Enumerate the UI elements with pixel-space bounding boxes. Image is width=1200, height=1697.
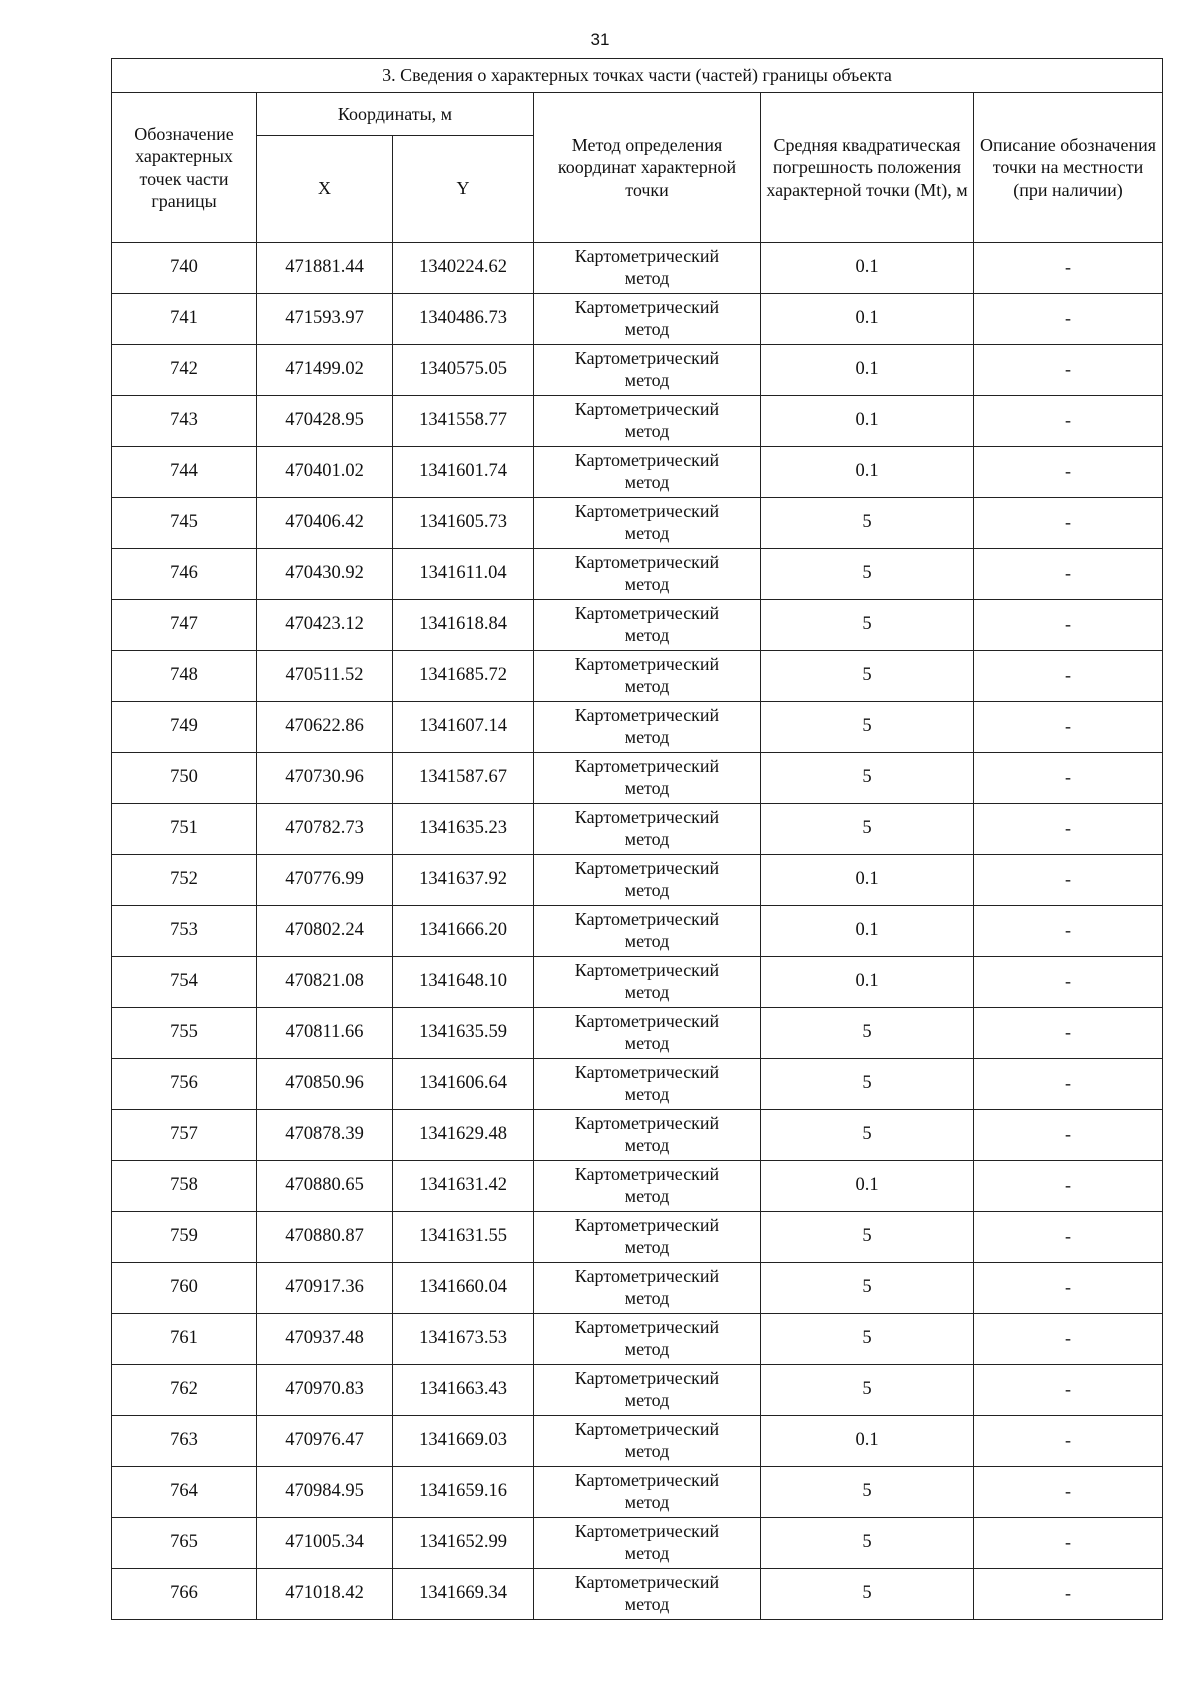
table-row xyxy=(112,1263,1163,1314)
table-row xyxy=(112,1008,1163,1059)
accuracy-cell: 5 xyxy=(761,549,974,600)
method-line-2: метод xyxy=(624,1441,670,1461)
method-cell xyxy=(534,1365,761,1416)
method-cell xyxy=(534,549,761,600)
point-number-cell: 747 xyxy=(112,600,257,651)
description-cell: - xyxy=(974,1314,1163,1365)
method-cell xyxy=(534,1008,761,1059)
point-number-cell: 765 xyxy=(112,1518,257,1569)
method-cell xyxy=(534,1467,761,1518)
description-cell: - xyxy=(974,957,1163,1008)
method-line-2: метод xyxy=(624,1186,670,1206)
table-row xyxy=(112,1314,1163,1365)
method-line-1: Картометрический xyxy=(574,1113,720,1134)
point-number-cell: 754 xyxy=(112,957,257,1008)
point-number-cell: 764 xyxy=(112,1467,257,1518)
y-coordinate-cell: 1341631.42 xyxy=(393,1161,534,1212)
method-line-1: Картометрический xyxy=(574,1572,720,1593)
description-cell: - xyxy=(974,498,1163,549)
description-cell: - xyxy=(974,345,1163,396)
table-row xyxy=(112,1059,1163,1110)
method-line-2: метод xyxy=(624,676,670,696)
method-cell xyxy=(534,855,761,906)
x-coordinate-cell: 470430.92 xyxy=(257,549,393,600)
method-line-1: Картометрический xyxy=(574,603,720,624)
method-line-2: метод xyxy=(624,574,670,594)
description-cell: - xyxy=(974,1212,1163,1263)
method-line-2: метод xyxy=(624,523,670,543)
table-row xyxy=(112,243,1163,294)
description-cell: - xyxy=(974,855,1163,906)
table-row xyxy=(112,651,1163,702)
table-row xyxy=(112,855,1163,906)
x-coordinate-cell: 470850.96 xyxy=(257,1059,393,1110)
point-number-cell: 753 xyxy=(112,906,257,957)
accuracy-cell: 5 xyxy=(761,1212,974,1263)
x-coordinate-cell: 470976.47 xyxy=(257,1416,393,1467)
accuracy-cell: 5 xyxy=(761,1569,974,1620)
header-y: Y xyxy=(393,136,534,243)
point-number-cell: 742 xyxy=(112,345,257,396)
point-number-cell: 759 xyxy=(112,1212,257,1263)
method-line-1: Картометрический xyxy=(574,552,720,573)
method-line-2: метод xyxy=(624,727,670,747)
point-number-cell: 749 xyxy=(112,702,257,753)
table-row xyxy=(112,396,1163,447)
x-coordinate-cell: 470880.87 xyxy=(257,1212,393,1263)
method-line-1: Картометрический xyxy=(574,1215,720,1236)
method-line-1: Картометрический xyxy=(574,348,720,369)
x-coordinate-cell: 470730.96 xyxy=(257,753,393,804)
point-number-cell: 761 xyxy=(112,1314,257,1365)
y-coordinate-cell: 1340575.05 xyxy=(393,345,534,396)
description-cell: - xyxy=(974,1161,1163,1212)
header-coordinates: Координаты, м xyxy=(257,93,534,136)
description-cell: - xyxy=(974,753,1163,804)
x-coordinate-cell: 470984.95 xyxy=(257,1467,393,1518)
accuracy-cell: 5 xyxy=(761,753,974,804)
point-number-cell: 758 xyxy=(112,1161,257,1212)
y-coordinate-cell: 1341685.72 xyxy=(393,651,534,702)
method-line-1: Картометрический xyxy=(574,654,720,675)
method-line-1: Картометрический xyxy=(574,807,720,828)
accuracy-cell: 5 xyxy=(761,702,974,753)
method-cell xyxy=(534,753,761,804)
accuracy-cell: 5 xyxy=(761,1518,974,1569)
accuracy-cell: 5 xyxy=(761,1467,974,1518)
method-cell xyxy=(534,1416,761,1467)
method-cell xyxy=(534,1161,761,1212)
y-coordinate-cell: 1341669.03 xyxy=(393,1416,534,1467)
table-row xyxy=(112,294,1163,345)
method-line-2: метод xyxy=(624,829,670,849)
x-coordinate-cell: 470917.36 xyxy=(257,1263,393,1314)
x-coordinate-cell: 470811.66 xyxy=(257,1008,393,1059)
table-row xyxy=(112,906,1163,957)
description-cell: - xyxy=(974,1569,1163,1620)
method-line-2: метод xyxy=(624,1390,670,1410)
method-line-2: метод xyxy=(624,319,670,339)
table-row xyxy=(112,345,1163,396)
point-number-cell: 746 xyxy=(112,549,257,600)
point-number-cell: 751 xyxy=(112,804,257,855)
point-number-cell: 744 xyxy=(112,447,257,498)
y-coordinate-cell: 1341637.92 xyxy=(393,855,534,906)
method-line-1: Картометрический xyxy=(574,297,720,318)
x-coordinate-cell: 470511.52 xyxy=(257,651,393,702)
method-line-2: метод xyxy=(624,1492,670,1512)
method-cell xyxy=(534,396,761,447)
boundary-points-table-container xyxy=(111,58,1162,1620)
point-number-cell: 763 xyxy=(112,1416,257,1467)
accuracy-cell: 5 xyxy=(761,1008,974,1059)
description-cell: - xyxy=(974,1365,1163,1416)
method-line-2: метод xyxy=(624,931,670,951)
table-row xyxy=(112,702,1163,753)
method-cell xyxy=(534,651,761,702)
x-coordinate-cell: 470802.24 xyxy=(257,906,393,957)
header-designation: Обозначение характерных точек части границы xyxy=(112,93,257,243)
description-cell: - xyxy=(974,1518,1163,1569)
method-line-1: Картометрический xyxy=(574,858,720,879)
point-number-cell: 760 xyxy=(112,1263,257,1314)
x-coordinate-cell: 471005.34 xyxy=(257,1518,393,1569)
y-coordinate-cell: 1341660.04 xyxy=(393,1263,534,1314)
table-row xyxy=(112,447,1163,498)
method-cell xyxy=(534,906,761,957)
description-cell: - xyxy=(974,600,1163,651)
accuracy-cell: 5 xyxy=(761,1314,974,1365)
method-line-2: метод xyxy=(624,982,670,1002)
accuracy-cell: 5 xyxy=(761,651,974,702)
y-coordinate-cell: 1341587.67 xyxy=(393,753,534,804)
x-coordinate-cell: 470880.65 xyxy=(257,1161,393,1212)
table-row xyxy=(112,957,1163,1008)
x-coordinate-cell: 470776.99 xyxy=(257,855,393,906)
method-cell xyxy=(534,294,761,345)
x-coordinate-cell: 470622.86 xyxy=(257,702,393,753)
x-coordinate-cell: 470970.83 xyxy=(257,1365,393,1416)
y-coordinate-cell: 1341635.23 xyxy=(393,804,534,855)
description-cell: - xyxy=(974,702,1163,753)
method-cell xyxy=(534,243,761,294)
method-line-2: метод xyxy=(624,1594,670,1614)
method-cell xyxy=(534,1212,761,1263)
header-x: X xyxy=(257,136,393,243)
method-cell xyxy=(534,1110,761,1161)
description-cell: - xyxy=(974,1110,1163,1161)
method-line-1: Картометрический xyxy=(574,1164,720,1185)
point-number-cell: 755 xyxy=(112,1008,257,1059)
y-coordinate-cell: 1341601.74 xyxy=(393,447,534,498)
section-title: 3. Сведения о характерных точках части (частей) границы объекта xyxy=(112,59,1163,93)
accuracy-cell: 0.1 xyxy=(761,243,974,294)
x-coordinate-cell: 471018.42 xyxy=(257,1569,393,1620)
table-row xyxy=(112,600,1163,651)
table-row xyxy=(112,1569,1163,1620)
y-coordinate-cell: 1341666.20 xyxy=(393,906,534,957)
y-coordinate-cell: 1341648.10 xyxy=(393,957,534,1008)
table-row xyxy=(112,804,1163,855)
description-cell: - xyxy=(974,447,1163,498)
table-row xyxy=(112,498,1163,549)
method-line-1: Картометрический xyxy=(574,756,720,777)
y-coordinate-cell: 1340224.62 xyxy=(393,243,534,294)
accuracy-cell: 0.1 xyxy=(761,1416,974,1467)
point-number-cell: 743 xyxy=(112,396,257,447)
x-coordinate-cell: 470428.95 xyxy=(257,396,393,447)
x-coordinate-cell: 470782.73 xyxy=(257,804,393,855)
x-coordinate-cell: 470937.48 xyxy=(257,1314,393,1365)
method-cell xyxy=(534,1059,761,1110)
description-cell: - xyxy=(974,549,1163,600)
table-row xyxy=(112,1467,1163,1518)
method-cell xyxy=(534,957,761,1008)
description-cell: - xyxy=(974,1416,1163,1467)
y-coordinate-cell: 1341659.16 xyxy=(393,1467,534,1518)
table-row xyxy=(112,1518,1163,1569)
method-line-2: метод xyxy=(624,778,670,798)
y-coordinate-cell: 1340486.73 xyxy=(393,294,534,345)
accuracy-cell: 0.1 xyxy=(761,957,974,1008)
accuracy-cell: 0.1 xyxy=(761,447,974,498)
method-line-1: Картометрический xyxy=(574,501,720,522)
method-line-2: метод xyxy=(624,1543,670,1563)
method-line-2: метод xyxy=(624,880,670,900)
method-line-1: Картометрический xyxy=(574,1011,720,1032)
point-number-cell: 741 xyxy=(112,294,257,345)
accuracy-cell: 5 xyxy=(761,1110,974,1161)
method-line-1: Картометрический xyxy=(574,1062,720,1083)
table-row xyxy=(112,1161,1163,1212)
method-cell xyxy=(534,1518,761,1569)
y-coordinate-cell: 1341558.77 xyxy=(393,396,534,447)
method-line-2: метод xyxy=(624,1135,670,1155)
accuracy-cell: 0.1 xyxy=(761,345,974,396)
table-row xyxy=(112,1212,1163,1263)
point-number-cell: 757 xyxy=(112,1110,257,1161)
method-cell xyxy=(534,498,761,549)
method-line-2: метод xyxy=(624,1237,670,1257)
method-line-2: метод xyxy=(624,1033,670,1053)
boundary-points-table xyxy=(111,58,1163,1620)
accuracy-cell: 5 xyxy=(761,1365,974,1416)
point-number-cell: 750 xyxy=(112,753,257,804)
x-coordinate-cell: 470878.39 xyxy=(257,1110,393,1161)
accuracy-cell: 0.1 xyxy=(761,855,974,906)
table-row xyxy=(112,753,1163,804)
y-coordinate-cell: 1341607.14 xyxy=(393,702,534,753)
method-cell xyxy=(534,1569,761,1620)
x-coordinate-cell: 470401.02 xyxy=(257,447,393,498)
y-coordinate-cell: 1341673.53 xyxy=(393,1314,534,1365)
method-cell xyxy=(534,1263,761,1314)
method-line-1: Картометрический xyxy=(574,1266,720,1287)
description-cell: - xyxy=(974,1059,1163,1110)
method-cell xyxy=(534,804,761,855)
y-coordinate-cell: 1341605.73 xyxy=(393,498,534,549)
point-number-cell: 748 xyxy=(112,651,257,702)
method-line-2: метод xyxy=(624,1288,670,1308)
description-cell: - xyxy=(974,651,1163,702)
description-cell: - xyxy=(974,906,1163,957)
description-cell: - xyxy=(974,243,1163,294)
description-cell: - xyxy=(974,804,1163,855)
method-line-2: метод xyxy=(624,421,670,441)
accuracy-cell: 5 xyxy=(761,1263,974,1314)
y-coordinate-cell: 1341669.34 xyxy=(393,1569,534,1620)
x-coordinate-cell: 471593.97 xyxy=(257,294,393,345)
x-coordinate-cell: 470821.08 xyxy=(257,957,393,1008)
x-coordinate-cell: 470406.42 xyxy=(257,498,393,549)
table-row xyxy=(112,1416,1163,1467)
method-line-1: Картометрический xyxy=(574,1368,720,1389)
method-cell xyxy=(534,600,761,651)
point-number-cell: 752 xyxy=(112,855,257,906)
accuracy-cell: 5 xyxy=(761,1059,974,1110)
page-number: 31 xyxy=(590,30,610,49)
description-cell: - xyxy=(974,294,1163,345)
method-line-2: метод xyxy=(624,268,670,288)
y-coordinate-cell: 1341663.43 xyxy=(393,1365,534,1416)
method-line-2: метод xyxy=(624,1339,670,1359)
accuracy-cell: 0.1 xyxy=(761,906,974,957)
y-coordinate-cell: 1341631.55 xyxy=(393,1212,534,1263)
method-line-1: Картометрический xyxy=(574,399,720,420)
y-coordinate-cell: 1341618.84 xyxy=(393,600,534,651)
method-cell xyxy=(534,1314,761,1365)
point-number-cell: 740 xyxy=(112,243,257,294)
description-cell: - xyxy=(974,1263,1163,1314)
method-line-1: Картометрический xyxy=(574,1470,720,1491)
accuracy-cell: 5 xyxy=(761,498,974,549)
y-coordinate-cell: 1341635.59 xyxy=(393,1008,534,1059)
y-coordinate-cell: 1341606.64 xyxy=(393,1059,534,1110)
method-line-1: Картометрический xyxy=(574,246,720,267)
method-line-2: метод xyxy=(624,370,670,390)
x-coordinate-cell: 471499.02 xyxy=(257,345,393,396)
point-number-cell: 766 xyxy=(112,1569,257,1620)
method-cell xyxy=(534,345,761,396)
accuracy-cell: 0.1 xyxy=(761,396,974,447)
method-line-1: Картометрический xyxy=(574,960,720,981)
description-cell: - xyxy=(974,396,1163,447)
table-row xyxy=(112,1110,1163,1161)
description-cell: - xyxy=(974,1467,1163,1518)
point-number-cell: 756 xyxy=(112,1059,257,1110)
x-coordinate-cell: 470423.12 xyxy=(257,600,393,651)
header-method: Метод определения координат характерной точки xyxy=(534,93,761,243)
header-description: Описание обозначения точки на местности (при наличии) xyxy=(974,93,1163,243)
y-coordinate-cell: 1341652.99 xyxy=(393,1518,534,1569)
method-cell xyxy=(534,702,761,753)
method-line-1: Картометрический xyxy=(574,909,720,930)
method-line-1: Картометрический xyxy=(574,705,720,726)
method-line-2: метод xyxy=(624,472,670,492)
accuracy-cell: 0.1 xyxy=(761,1161,974,1212)
description-cell: - xyxy=(974,1008,1163,1059)
header-accuracy: Средняя квадратическая погрешность положения характерной точки (Mt), м xyxy=(761,93,974,243)
y-coordinate-cell: 1341629.48 xyxy=(393,1110,534,1161)
method-line-2: метод xyxy=(624,625,670,645)
method-line-1: Картометрический xyxy=(574,1521,720,1542)
method-line-1: Картометрический xyxy=(574,1317,720,1338)
table-row xyxy=(112,1365,1163,1416)
method-line-1: Картометрический xyxy=(574,450,720,471)
accuracy-cell: 0.1 xyxy=(761,294,974,345)
method-line-2: метод xyxy=(624,1084,670,1104)
point-number-cell: 745 xyxy=(112,498,257,549)
method-line-1: Картометрический xyxy=(574,1419,720,1440)
accuracy-cell: 5 xyxy=(761,804,974,855)
accuracy-cell: 5 xyxy=(761,600,974,651)
x-coordinate-cell: 471881.44 xyxy=(257,243,393,294)
point-number-cell: 762 xyxy=(112,1365,257,1416)
method-cell xyxy=(534,447,761,498)
y-coordinate-cell: 1341611.04 xyxy=(393,549,534,600)
table-row xyxy=(112,549,1163,600)
